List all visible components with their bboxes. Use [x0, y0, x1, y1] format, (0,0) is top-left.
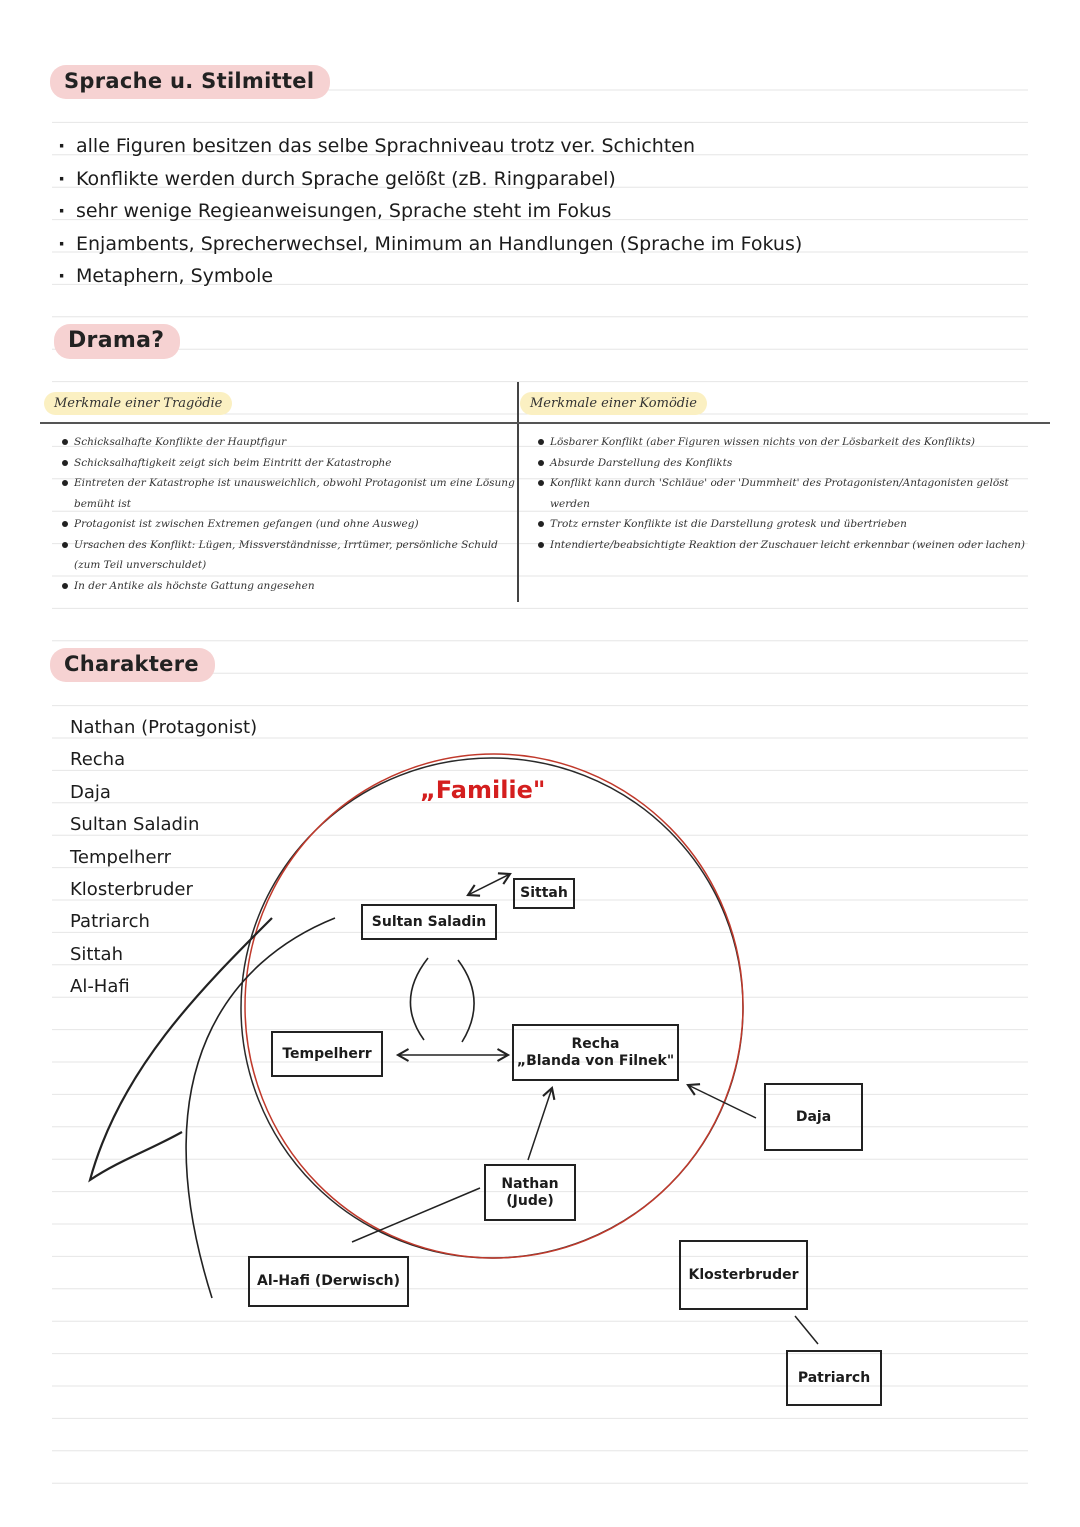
node-label: Klosterbruder [688, 1266, 799, 1283]
list-item: Tempelherr [70, 846, 172, 868]
list-item: Nathan (Protagonist) [70, 717, 258, 738]
list-item: Sittah [70, 943, 123, 965]
comparison-table [40, 382, 1050, 602]
list-item: Intendierte/beabsichtigte Reaktion der Zuschauer leicht erkennbar (weinen oder lachen) [538, 535, 1048, 556]
table-header-komoedie: Merkmale einer Komödie [520, 392, 707, 415]
tragoedie-list [62, 432, 517, 596]
node-nathan [484, 1164, 576, 1221]
node-label: Sultan Saladin [371, 913, 487, 930]
list-item: Protagonist ist zwischen Extremen gefangen (und ohne Ausweg) [62, 514, 517, 535]
list-item: · Enjambents, Sprecherwechsel, Minimum an Handlungen (Sprache im Fokus) [58, 228, 802, 261]
list-item: Recha [70, 749, 126, 771]
list-item: Schicksalhafte Konflikte der Hauptfigur [62, 432, 517, 453]
list-item: Sultan Saladin [70, 814, 200, 836]
list-item: Absurde Darstellung des Konflikts [538, 453, 1048, 474]
list-item: Ursachen des Konflikt: Lügen, Missverständnisse, Irrtümer, persönliche Schuld (zum Teil unverschuldet) [62, 535, 517, 576]
sprache-bullet-list [58, 130, 802, 293]
node-tempelherr [271, 1031, 383, 1077]
table-header-tragoedie: Merkmale einer Tragödie [44, 392, 232, 415]
node-label: Daja [795, 1108, 832, 1125]
node-label: Sittah [520, 885, 568, 901]
list-item: Trotz ernster Konflikte ist die Darstellung grotesk und übertrieben [538, 514, 1048, 535]
list-item: Klosterbruder [70, 878, 193, 900]
list-item: Konflikt kann durch 'Schläue' oder 'Dummheit' des Protagonisten/Antagonisten gelöst werden [538, 473, 1048, 514]
heading-sprache: Sprache u. Stilmittel [50, 65, 330, 99]
character-list [70, 712, 257, 1004]
family-label: „Familie" [420, 776, 546, 804]
node-label: Nathan [501, 1175, 559, 1192]
node-klosterbruder [679, 1240, 808, 1310]
node-label: Recha [571, 1035, 620, 1052]
list-item: · sehr wenige Regieanweisungen, Sprache steht im Fokus [58, 195, 802, 228]
node-saladin [361, 904, 497, 940]
list-item: Patriarch [70, 911, 150, 933]
table-column-divider [517, 382, 519, 602]
node-alhafi [248, 1256, 409, 1307]
heading-charaktere: Charaktere [50, 648, 215, 682]
heading-drama: Drama? [54, 324, 180, 359]
list-item: Eintreten der Katastrophe ist unausweichlich, obwohl Protagonist um eine Lösung bemüht ist [62, 473, 517, 514]
node-label: Al-Hafi (Derwisch) [256, 1273, 400, 1289]
list-item: Daja [70, 781, 111, 803]
list-item: In der Antike als höchste Gattung angesehen [62, 576, 517, 597]
node-sittah [513, 878, 575, 909]
table-header-divider [40, 422, 1050, 424]
list-item: Lösbarer Konflikt (aber Figuren wissen nichts von der Lösbarkeit des Konflikts) [538, 432, 1048, 453]
node-daja [764, 1083, 863, 1151]
list-item: · alle Figuren besitzen das selbe Sprachniveau trotz ver. Schichten [58, 130, 802, 163]
komoedie-list [538, 432, 1048, 555]
node-label: „Blanda von Filnek" [516, 1052, 675, 1069]
node-label: Tempelherr [282, 1045, 372, 1062]
list-item: Al-Hafi [70, 976, 130, 998]
list-item: Schicksalhaftigkeit zeigt sich beim Eintritt der Katastrophe [62, 453, 517, 474]
list-item: · Konflikte werden durch Sprache gelößt (zB. Ringparabel) [58, 163, 802, 196]
list-item: · Metaphern, Symbole [58, 260, 802, 293]
node-label: (Jude) [506, 1192, 554, 1209]
node-recha [512, 1024, 679, 1081]
node-label: Patriarch [797, 1369, 871, 1386]
node-patriarch [786, 1350, 882, 1406]
